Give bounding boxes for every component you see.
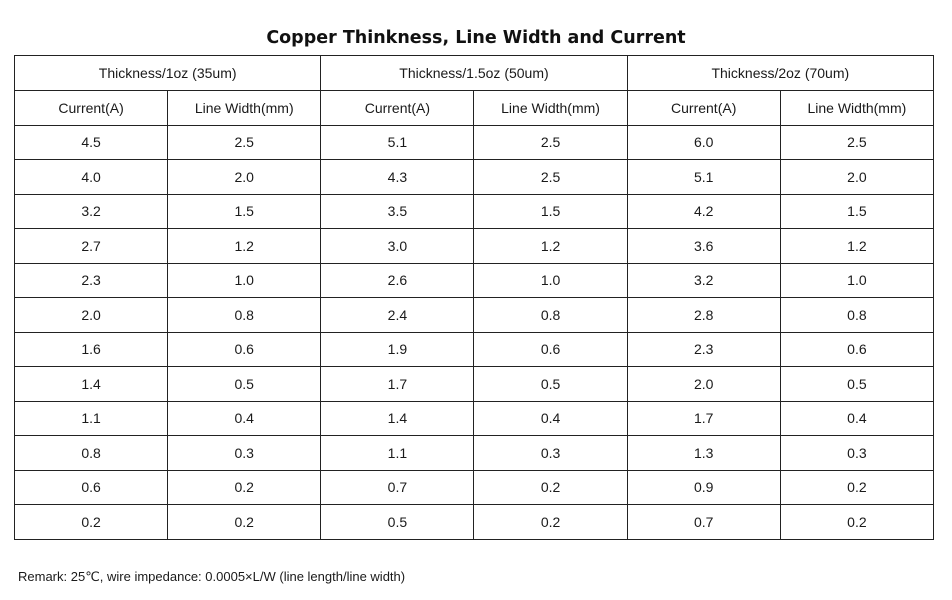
current-cell: 1.1: [15, 401, 168, 436]
table-column-header-row: [15, 91, 934, 126]
current-cell: 2.3: [15, 263, 168, 298]
column-header: Current(A): [321, 91, 474, 126]
column-header: Line Width(mm): [780, 91, 933, 126]
current-cell: 1.7: [321, 367, 474, 402]
line-width-cell: 0.6: [168, 332, 321, 367]
column-header: Current(A): [627, 91, 780, 126]
table-row: [15, 401, 934, 436]
group-header-1-5oz: Thickness/1.5oz (50um): [321, 56, 627, 91]
line-width-cell: 0.2: [474, 470, 627, 505]
line-width-cell: 0.6: [474, 332, 627, 367]
line-width-cell: 0.4: [780, 401, 933, 436]
line-width-cell: 0.4: [168, 401, 321, 436]
table-row: [15, 194, 934, 229]
line-width-cell: 0.3: [168, 436, 321, 471]
current-cell: 4.2: [627, 194, 780, 229]
table-row: [15, 505, 934, 540]
current-cell: 1.3: [627, 436, 780, 471]
table-row: [15, 125, 934, 160]
current-cell: 6.0: [627, 125, 780, 160]
current-cell: 2.0: [627, 367, 780, 402]
current-cell: 1.6: [15, 332, 168, 367]
line-width-cell: 0.2: [168, 505, 321, 540]
current-cell: 1.4: [15, 367, 168, 402]
line-width-cell: 0.4: [474, 401, 627, 436]
table-row: [15, 160, 934, 195]
current-cell: 2.3: [627, 332, 780, 367]
line-width-cell: 0.8: [474, 298, 627, 333]
current-cell: 5.1: [627, 160, 780, 195]
table-row: [15, 263, 934, 298]
table-row: [15, 332, 934, 367]
current-cell: 3.5: [321, 194, 474, 229]
remark-note: Remark: 25℃, wire impedance: 0.0005×L/W (line length/line width): [18, 569, 406, 584]
current-cell: 4.0: [15, 160, 168, 195]
line-width-cell: 2.0: [780, 160, 933, 195]
line-width-cell: 0.3: [780, 436, 933, 471]
copper-current-table: [14, 55, 934, 540]
current-cell: 0.7: [627, 505, 780, 540]
current-cell: 2.0: [15, 298, 168, 333]
current-cell: 3.2: [15, 194, 168, 229]
line-width-cell: 0.2: [474, 505, 627, 540]
current-cell: 0.5: [321, 505, 474, 540]
column-header: Line Width(mm): [168, 91, 321, 126]
line-width-cell: 2.5: [168, 125, 321, 160]
line-width-cell: 0.2: [780, 505, 933, 540]
current-cell: 2.8: [627, 298, 780, 333]
line-width-cell: 0.2: [168, 470, 321, 505]
group-header-1oz: Thickness/1oz (35um): [15, 56, 321, 91]
line-width-cell: 0.5: [474, 367, 627, 402]
current-cell: 1.7: [627, 401, 780, 436]
current-cell: 4.3: [321, 160, 474, 195]
table-group-header-row: [15, 56, 934, 91]
table-row: [15, 470, 934, 505]
current-cell: 5.1: [321, 125, 474, 160]
table-row: [15, 298, 934, 333]
line-width-cell: 2.5: [474, 125, 627, 160]
current-cell: 0.9: [627, 470, 780, 505]
current-cell: 3.2: [627, 263, 780, 298]
table-body: [15, 125, 934, 539]
line-width-cell: 2.5: [780, 125, 933, 160]
table-row: [15, 229, 934, 264]
current-cell: 2.7: [15, 229, 168, 264]
line-width-cell: 1.2: [168, 229, 321, 264]
line-width-cell: 1.2: [780, 229, 933, 264]
group-header-2oz: Thickness/2oz (70um): [627, 56, 933, 91]
table-row: [15, 436, 934, 471]
table-row: [15, 367, 934, 402]
current-cell: 0.8: [15, 436, 168, 471]
line-width-cell: 0.6: [780, 332, 933, 367]
line-width-cell: 0.8: [780, 298, 933, 333]
column-header: Current(A): [15, 91, 168, 126]
line-width-cell: 1.0: [474, 263, 627, 298]
line-width-cell: 0.2: [780, 470, 933, 505]
line-width-cell: 0.3: [474, 436, 627, 471]
current-cell: 2.4: [321, 298, 474, 333]
current-cell: 2.6: [321, 263, 474, 298]
line-width-cell: 1.0: [780, 263, 933, 298]
current-cell: 0.7: [321, 470, 474, 505]
current-cell: 0.6: [15, 470, 168, 505]
line-width-cell: 0.8: [168, 298, 321, 333]
current-cell: 3.6: [627, 229, 780, 264]
current-cell: 1.4: [321, 401, 474, 436]
line-width-cell: 1.5: [474, 194, 627, 229]
line-width-cell: 1.5: [168, 194, 321, 229]
current-cell: 1.9: [321, 332, 474, 367]
current-cell: 0.2: [15, 505, 168, 540]
current-cell: 4.5: [15, 125, 168, 160]
current-cell: 3.0: [321, 229, 474, 264]
line-width-cell: 0.5: [780, 367, 933, 402]
line-width-cell: 2.5: [474, 160, 627, 195]
line-width-cell: 1.5: [780, 194, 933, 229]
page-title: Copper Thinkness, Line Width and Current: [266, 28, 686, 48]
line-width-cell: 1.2: [474, 229, 627, 264]
line-width-cell: 1.0: [168, 263, 321, 298]
line-width-cell: 2.0: [168, 160, 321, 195]
column-header: Line Width(mm): [474, 91, 627, 126]
current-cell: 1.1: [321, 436, 474, 471]
line-width-cell: 0.5: [168, 367, 321, 402]
